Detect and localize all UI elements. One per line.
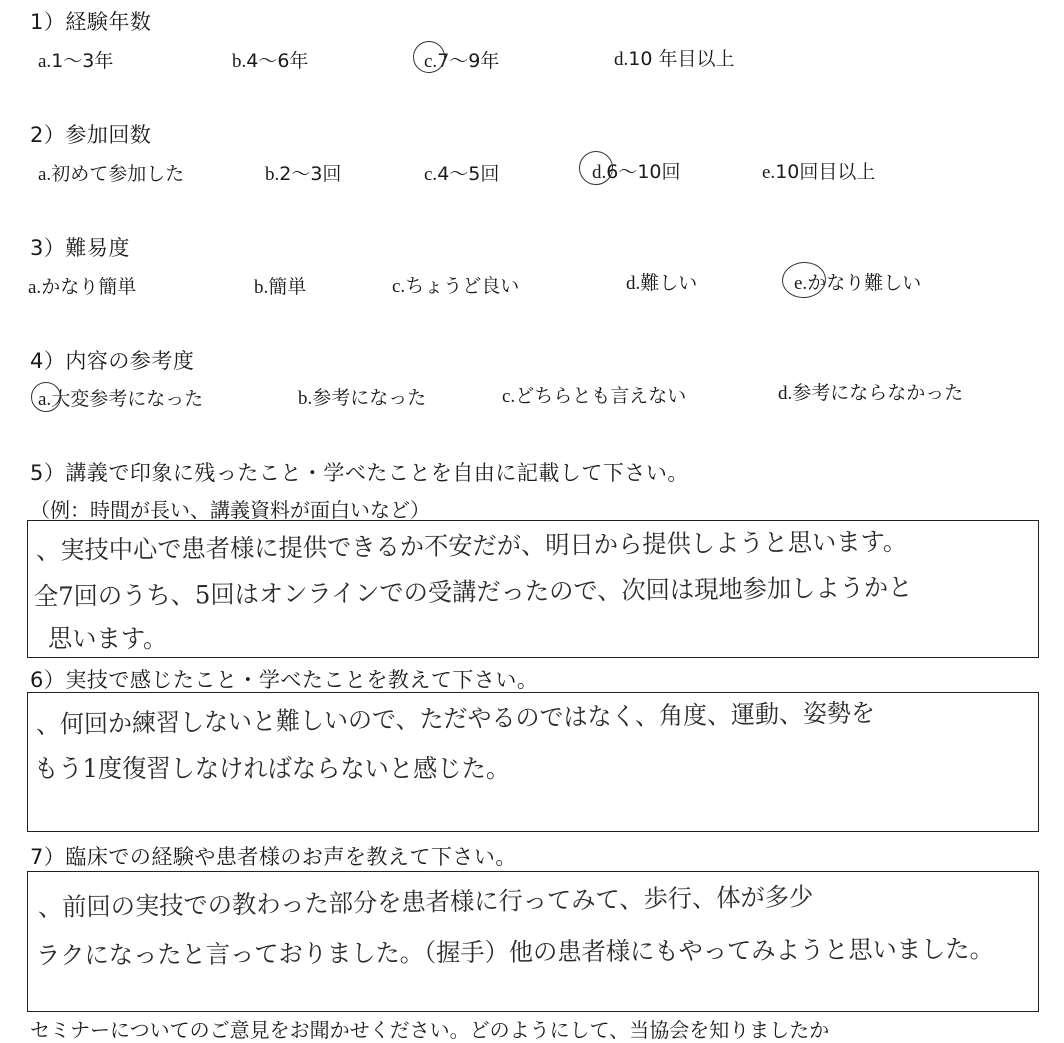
q4-selection-circle: [31, 382, 61, 412]
q2-option-e[interactable]: e.10回目以上: [762, 161, 876, 183]
q5-answer-line-3: 思います。: [48, 624, 168, 653]
q3-option-e[interactable]: e.かなり難しい: [794, 272, 922, 294]
q7-answer-line-2: ラクになったと言っておりました。（握手）他の患者様にもやってみようと思いました。: [35, 934, 994, 970]
q3-option-d[interactable]: d.難しい: [626, 272, 698, 294]
q1-option-a[interactable]: a.1～3年: [38, 50, 114, 72]
question-6-answer-box[interactable]: [27, 692, 1039, 832]
question-5-example: （例：時間が長い、講義資料が面白いなど）: [30, 498, 430, 522]
q3-option-c[interactable]: c.ちょうど良い: [392, 275, 520, 297]
q4-option-b[interactable]: b.参考になった: [298, 387, 427, 409]
q5-answer-line-1: 、実技中心で患者様に提供できるか不安だが、明日から提供しようと思います。: [35, 526, 908, 565]
question-2-title: 2）参加回数: [30, 123, 152, 147]
q1-option-d[interactable]: d.10 年目以上: [614, 48, 735, 70]
q7-answer-line-1: 、前回の実技での教わった部分を患者様に行ってみて、歩行、体が多少: [37, 882, 814, 922]
question-3-title: 3）難易度: [30, 236, 130, 260]
question-7-title: 7）臨床での経験や患者様のお声を教えて下さい。: [30, 845, 517, 869]
question-7-answer-box[interactable]: [27, 871, 1039, 1012]
question-5-answer-box[interactable]: [27, 520, 1039, 658]
question-4-title: 4）内容の参考度: [30, 349, 195, 373]
q6-answer-line-1: 、何回か練習しないと難しいので、ただやるのではなく、角度、運動、姿勢を: [35, 698, 876, 739]
q2-option-d[interactable]: d.6～10回: [592, 161, 681, 183]
question-6-title: 6）実技で感じたこと・学べたことを教えて下さい。: [30, 668, 539, 692]
q2-option-c[interactable]: c.4～5回: [424, 163, 500, 185]
question-1-title: 1）経験年数: [30, 10, 152, 34]
cutoff-question-text: セミナーについてのご意見をお聞かせください。どのようにして、当協会を知りましたか: [30, 1018, 830, 1042]
q3-option-b[interactable]: b.簡単: [254, 276, 307, 298]
q1-option-c[interactable]: c.7～9年: [424, 50, 500, 72]
q6-answer-line-2: もう1度復習しなければならないと感じた。: [34, 754, 511, 783]
question-5-title: 5）講義で印象に残ったこと・学べたことを自由に記載して下さい。: [30, 461, 689, 485]
q1-option-b[interactable]: b.4～6年: [232, 50, 309, 72]
q4-option-c[interactable]: c.どちらとも言えない: [502, 385, 687, 407]
q4-option-a[interactable]: a.大変参考になった: [38, 388, 204, 410]
q2-option-a[interactable]: a.初めて参加した: [38, 163, 185, 185]
q5-answer-line-2: 全7回のうち、5回はオンラインでの受講だったので、次回は現地参加しようかと: [33, 572, 913, 611]
q3-option-a[interactable]: a.かなり簡単: [28, 276, 137, 298]
q4-option-d[interactable]: d.参考にならなかった: [778, 382, 964, 404]
q2-option-b[interactable]: b.2～3回: [265, 163, 342, 185]
